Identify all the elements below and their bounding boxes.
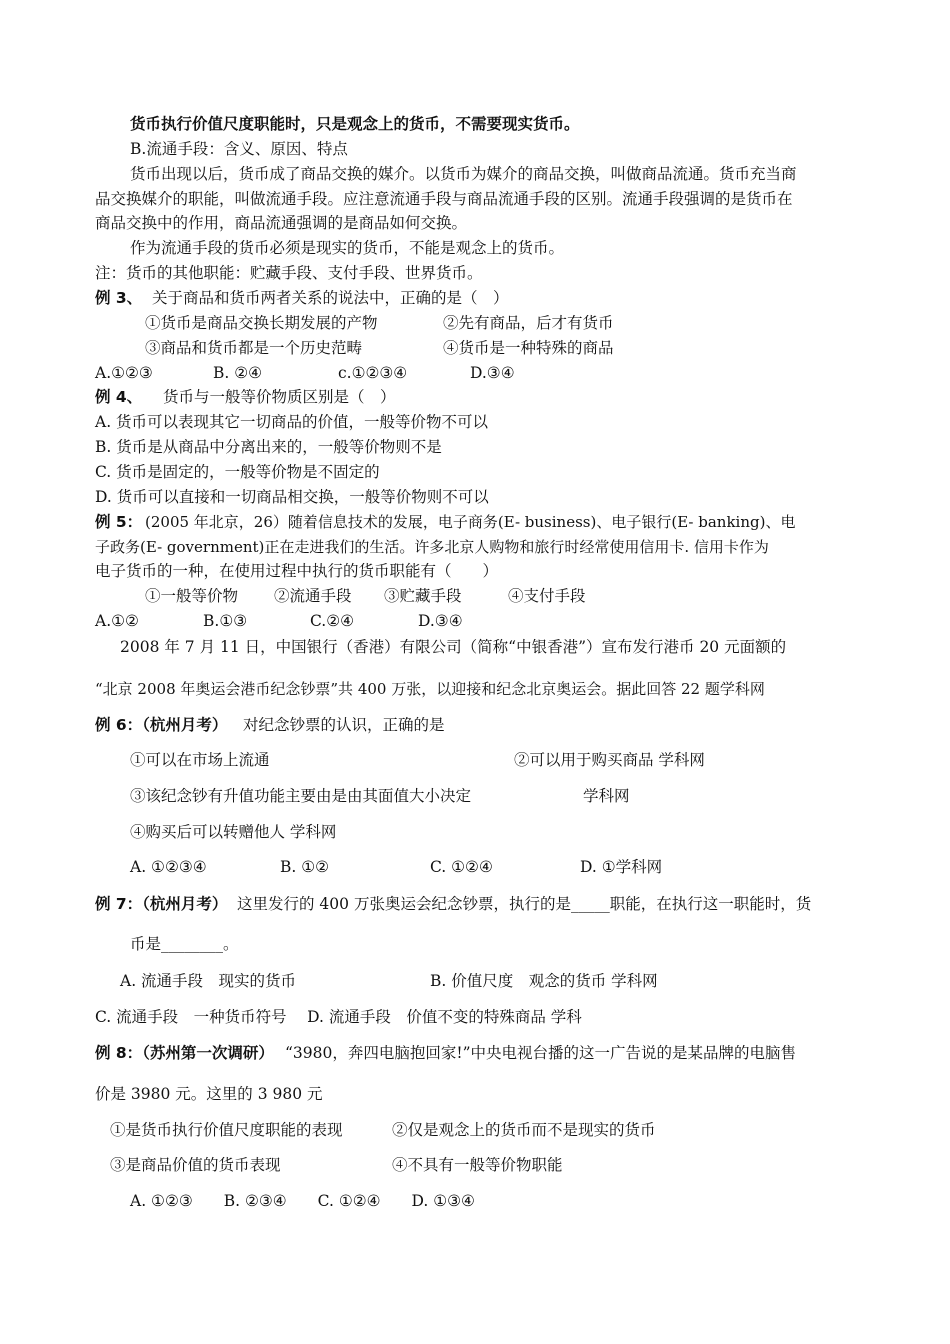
example-6-label: 例 6：（杭州月考）	[95, 716, 228, 734]
example-3-label: 例 3、	[95, 289, 143, 307]
example-3-question: 关于商品和货币两者关系的说法中，正确的是（ ）	[152, 289, 509, 307]
example-7-question: 这里发行的 400 万张奥运会纪念钞票，执行的是_____职能，在执行这一职能时，货	[237, 895, 812, 913]
example-6-answer-d: D. ①学科网	[580, 858, 663, 876]
example-8-answers: A. ①②③ B. ②③④ C. ①②④ D. ①③④	[130, 1192, 475, 1210]
example-3-option-4: ④货币是一种特殊的商品	[443, 339, 614, 357]
example-3-answer-b: B. ②④	[213, 364, 263, 382]
example-6-option-1: ①可以在市场上流通	[130, 751, 270, 769]
example-8-option-3: ③是商品价值的货币表现	[110, 1156, 281, 1174]
paragraph-line: 货币出现以后，货币成了商品交换的媒介。以货币为媒介的商品交换，叫做商品流通。货币充当商	[130, 165, 797, 183]
example-8-question: “3980，奔四电脑抱回家!”中央电视台播的这一广告说的是某品牌的电脑售	[285, 1044, 797, 1062]
example-5-label: 例 5：	[95, 513, 143, 531]
example-4-label: 例 4、	[95, 388, 143, 406]
example-6-answer-c: C. ①②④	[430, 858, 493, 876]
passage-line: “北京 2008 年奥运会港币纪念钞票”共 400 万张，以迎接和纪念北京奥运会。据此回答 22 题学科网	[95, 680, 765, 698]
example-5-option-4: ④支付手段	[508, 587, 586, 605]
watermark-text: 学科网	[583, 787, 630, 805]
example-6-answer-b: B. ①②	[280, 858, 330, 876]
example-6-option-3: ③该纪念钞有升值功能主要由是由其面值大小决定	[130, 787, 472, 805]
example-4-question: 货币与一般等价物质区别是（ ）	[163, 388, 396, 406]
passage-line: 2008 年 7 月 11 日，中国银行（香港）有限公司（简称“中银香港”）宣布发行港币 20 元面额的	[120, 638, 787, 656]
example-7-option-a: A. 流通手段 现实的货币	[120, 972, 297, 990]
example-5-option-2: ②流通手段	[274, 587, 352, 605]
example-8-option-1: ①是货币执行价值尺度职能的表现	[110, 1121, 343, 1139]
example-3-answer-c: c.①②③④	[338, 364, 408, 382]
example-6-option-4: ④购买后可以转赠他人 学科网	[130, 823, 337, 841]
example-5-option-3: ③贮藏手段	[384, 587, 462, 605]
example-8-option-4: ④不具有一般等价物职能	[392, 1156, 563, 1174]
example-5-answer-d: D.③④	[418, 612, 463, 630]
example-5-answer-b: B.①③	[203, 612, 248, 630]
example-3-option-2: ②先有商品，后才有货币	[443, 314, 614, 332]
example-8-question-cont: 价是 3980 元。这里的 3 980 元	[95, 1085, 323, 1103]
paragraph-line: 商品交换中的作用，商品流通强调的是商品如何交换。	[95, 214, 468, 232]
example-5-question-line: 子政务(E- government)正在走进我们的生活。许多北京人购物和旅行时经常使用信用卡. 信用卡作为	[95, 538, 769, 556]
example-6-answer-a: A. ①②③④	[130, 858, 207, 876]
example-4-option-b: B. 货币是从商品中分离出来的，一般等价物则不是	[95, 438, 442, 456]
example-5-answer-a: A.①②	[95, 612, 139, 630]
example-5-option-1: ①一般等价物	[145, 587, 239, 605]
example-5-question-line: (2005 年北京，26）随着信息技术的发展，电子商务(E- business)、电子银行(E- banking)、电	[145, 513, 796, 531]
example-6-option-2: ②可以用于购买商品 学科网	[514, 751, 705, 769]
example-3-option-1: ①货币是商品交换长期发展的产物	[145, 314, 378, 332]
example-7-question-cont: 币是________。	[130, 935, 239, 953]
example-4-option-d: D. 货币可以直接和一切商品相交换，一般等价物则不可以	[95, 488, 489, 506]
paragraph-line: 品交换媒介的职能，叫做流通手段。应注意流通手段与商品流通手段的区别。流通手段强调的是货币在	[95, 190, 793, 208]
example-5-question-line: 电子货币的一种，在使用过程中执行的货币职能有（ ）	[95, 562, 499, 580]
example-8-label: 例 8：（苏州第一次调研）	[95, 1044, 274, 1062]
example-3-answer-d: D.③④	[470, 364, 515, 382]
example-7-option-cd: C. 流通手段 一种货币符号 D. 流通手段 价值不变的特殊商品 学科	[95, 1008, 582, 1026]
note-line: 注：货币的其他职能：贮藏手段、支付手段、世界货币。	[95, 264, 483, 282]
example-3-option-3: ③商品和货币都是一个历史范畴	[145, 339, 363, 357]
example-4-option-c: C. 货币是固定的，一般等价物是不固定的	[95, 463, 380, 481]
paragraph-line: 作为流通手段的货币必须是现实的货币，不能是观念上的货币。	[130, 239, 565, 257]
example-6-question: 对纪念钞票的认识，正确的是	[243, 716, 445, 734]
example-5-answer-c: C.②④	[310, 612, 355, 630]
intro-bold-statement: 货币执行价值尺度职能时，只是观念上的货币，不需要现实货币。	[130, 115, 580, 133]
example-7-option-b: B. 价值尺度 观念的货币 学科网	[430, 972, 658, 990]
example-4-option-a: A. 货币可以表现其它一切商品的价值，一般等价物不可以	[95, 413, 489, 431]
example-8-option-2: ②仅是观念上的货币而不是现实的货币	[392, 1121, 656, 1139]
example-7-label: 例 7：（杭州月考）	[95, 895, 228, 913]
example-3-answer-a: A.①②③	[95, 364, 153, 382]
section-b-heading: B.流通手段：含义、原因、特点	[130, 140, 348, 158]
